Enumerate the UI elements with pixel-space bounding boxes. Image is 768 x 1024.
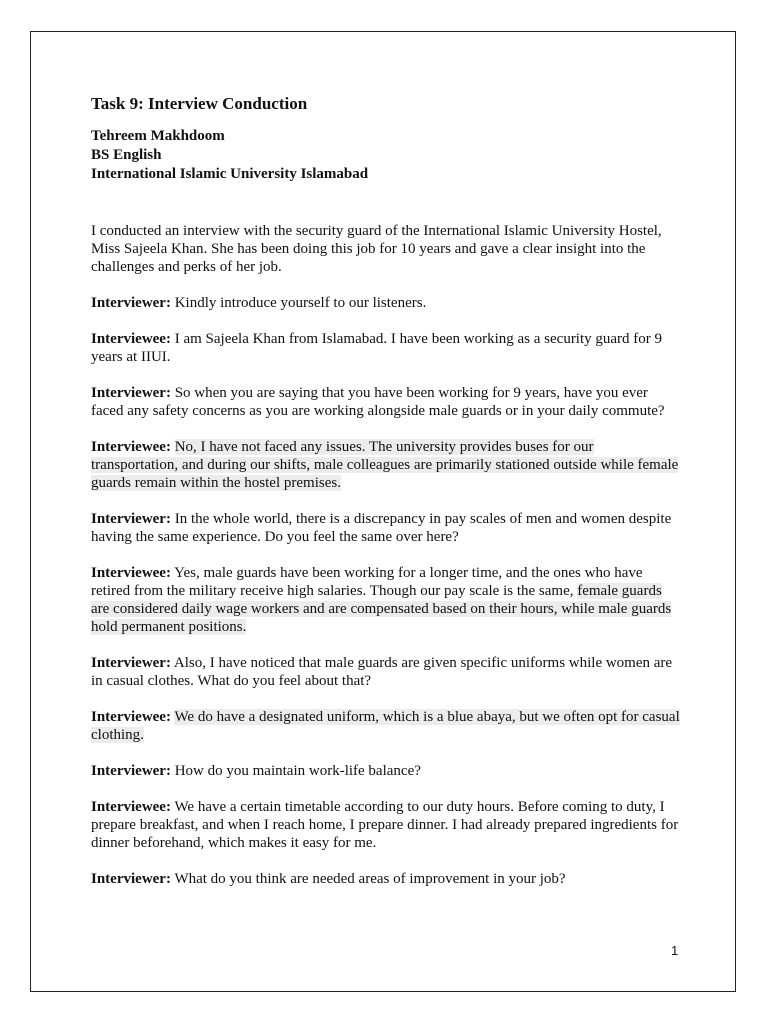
- qa-paragraph: [91, 330, 681, 366]
- qa-paragraph: [91, 564, 681, 636]
- speaker-label: Interviewee:: [91, 565, 171, 581]
- speaker-label: Interviewer:: [91, 511, 171, 527]
- qa-paragraph: [91, 510, 681, 546]
- speaker-label: Interviewer:: [91, 763, 171, 779]
- qa-text: So when you are saying that you have been working for 9 years, have you ever faced any safety concerns as you are working alongside male guards or in your daily commute?: [91, 385, 665, 419]
- qa-paragraph: [91, 654, 681, 690]
- qa-paragraph: [91, 708, 681, 744]
- qa-text: Yes, male guards have been working for a longer time, and the ones who have retired from the military receive high salaries. Though our pay scale is the same,: [91, 565, 643, 599]
- speaker-label: Interviewer:: [91, 871, 171, 887]
- speaker-label: Interviewee:: [91, 331, 171, 347]
- author-block: [91, 127, 681, 184]
- document-title: Task 9: Interview Conduction: [91, 94, 308, 113]
- speaker-label: Interviewee:: [91, 439, 171, 455]
- speaker-label: Interviewee:: [91, 799, 171, 815]
- qa-text: I am Sajeela Khan from Islamabad. I have been working as a security guard for 9 years at IIUI.: [91, 331, 663, 365]
- qa-paragraph: [91, 870, 681, 888]
- qa-text: Kindly introduce yourself to our listeners.: [174, 295, 427, 311]
- intro-paragraph: I conducted an interview with the security guard of the International Islamic University Hostel, Miss Sajeela Khan. She has been doing this job for 10 years and gave a clear insight into the challenges and perks of her job.: [91, 223, 662, 275]
- author-institution: International Islamic University Islamabad: [91, 166, 369, 182]
- highlighted-text: No, I have not faced any issues. The university provides buses for our transportation, and during our shifts, male colleagues are primarily stationed outside while female guards remain within the hostel premises.: [91, 439, 679, 491]
- author-program: BS English: [91, 147, 162, 163]
- qa-text: How do you maintain work-life balance?: [174, 763, 421, 779]
- speaker-label: Interviewer:: [91, 295, 171, 311]
- highlighted-text: We do have a designated uniform, which is a blue abaya, but we often opt for casual clothing.: [91, 709, 680, 743]
- page-number: 1: [671, 943, 679, 958]
- speaker-label: Interviewee:: [91, 709, 171, 725]
- speaker-label: Interviewer:: [91, 655, 171, 671]
- qa-text: In the whole world, there is a discrepancy in pay scales of men and women despite having the same experience. Do you feel the same over here?: [91, 511, 672, 545]
- document-body: [91, 94, 681, 906]
- speaker-label: Interviewer:: [91, 385, 171, 401]
- qa-paragraph: [91, 438, 681, 492]
- qa-text: What do you think are needed areas of improvement in your job?: [174, 871, 566, 887]
- qa-text: Also, I have noticed that male guards are given specific uniforms while women are in casual clothes. What do you feel about that?: [91, 655, 673, 689]
- qa-paragraph: [91, 798, 681, 852]
- qa-paragraph: [91, 294, 681, 312]
- qa-paragraph: [91, 384, 681, 420]
- qa-paragraph: [91, 762, 681, 780]
- author-name: Tehreem Makhdoom: [91, 128, 225, 144]
- qa-text: We have a certain timetable according to our duty hours. Before coming to duty, I prepare breakfast, and when I reach home, I prepare dinner. I had already prepared ingredients for dinner beforehand, which makes it easy for me.: [91, 799, 679, 851]
- highlighted-text: female guards are considered daily wage workers and are compensated based on their hours, while male guards hold permanent positions.: [91, 583, 672, 635]
